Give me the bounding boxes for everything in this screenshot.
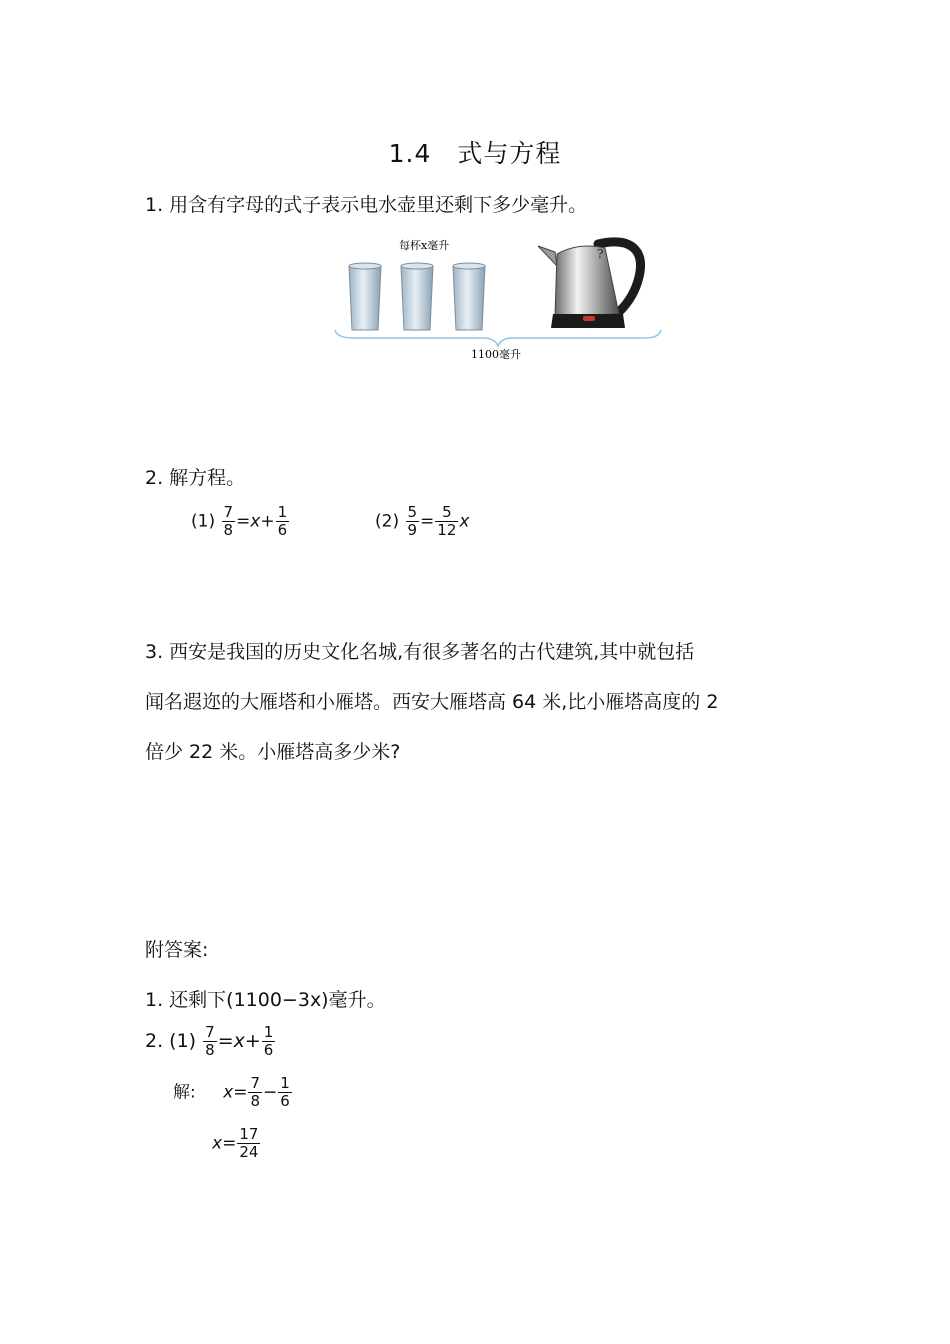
question-mark: ? xyxy=(597,247,604,261)
denominator: 24 xyxy=(239,1143,259,1161)
denominator: 6 xyxy=(277,521,288,539)
numerator: 7 xyxy=(205,1023,215,1041)
plus-sign: + xyxy=(244,1030,261,1052)
water-cup-2 xyxy=(401,263,433,330)
answer-2-label: 2. (1) xyxy=(145,1030,197,1052)
equals-sign: = xyxy=(222,1133,237,1154)
question-3-line-2: 闻名遐迩的大雁塔和小雁塔。西安大雁塔高 64 米,比小雁塔高度的 2 xyxy=(145,691,719,713)
numerator: 1 xyxy=(280,1074,290,1092)
solution-step-1 xyxy=(173,1075,293,1110)
equation-1 xyxy=(191,504,290,539)
electric-kettle xyxy=(538,242,640,328)
fraction xyxy=(278,1075,292,1110)
denominator: 8 xyxy=(205,1041,215,1059)
fraction xyxy=(435,504,458,539)
equals-sign: = xyxy=(217,1030,234,1052)
denominator: 6 xyxy=(280,1092,290,1110)
water-cup-1 xyxy=(349,263,381,330)
fraction xyxy=(222,504,236,539)
numerator: 5 xyxy=(407,503,418,521)
fraction xyxy=(248,1075,262,1110)
numerator: 7 xyxy=(223,503,234,521)
denominator: 12 xyxy=(437,521,457,539)
solution-step-2 xyxy=(212,1126,261,1161)
answers-heading: 附答案: xyxy=(145,939,209,961)
eq2-label: (2) xyxy=(375,511,400,532)
denominator: 8 xyxy=(223,521,234,539)
fraction xyxy=(276,504,290,539)
question-3-line-3: 倍少 22 米。小雁塔高多少米? xyxy=(145,741,401,763)
fraction xyxy=(237,1126,260,1161)
numerator: 17 xyxy=(239,1125,259,1143)
solve-label: 解: xyxy=(173,1082,196,1103)
fraction xyxy=(406,504,420,539)
variable-x: x xyxy=(233,1030,245,1052)
question-3-line-1: 3. 西安是我国的历史文化名城,有很多著名的古代建筑,其中就包括 xyxy=(145,641,695,663)
question-2-text: 2. 解方程。 xyxy=(145,467,246,489)
denominator: 6 xyxy=(263,1041,274,1059)
page-title: 1.4 式与方程 xyxy=(388,139,562,168)
equation-2 xyxy=(375,504,469,539)
plus-sign: + xyxy=(260,511,275,532)
numerator: 5 xyxy=(435,504,458,522)
figure-svg xyxy=(333,232,663,367)
equals-sign: = xyxy=(236,511,251,532)
fraction xyxy=(262,1024,276,1059)
eq1-label: (1) xyxy=(191,511,216,532)
variable-x: x xyxy=(212,1133,223,1154)
variable-x: x xyxy=(223,1082,234,1103)
variable-x: x xyxy=(250,511,261,532)
equals-sign: = xyxy=(420,511,435,532)
numerator: 1 xyxy=(277,503,288,521)
denominator: 9 xyxy=(407,521,418,539)
equals-sign: = xyxy=(233,1082,248,1103)
kettle-cups-figure xyxy=(333,232,663,367)
numerator: 1 xyxy=(263,1023,274,1041)
numerator: 7 xyxy=(250,1074,260,1092)
question-1-text: 1. 用含有字母的式子表示电水壶里还剩下多少毫升。 xyxy=(145,194,588,216)
variable-x: x xyxy=(459,511,470,532)
total-brace xyxy=(335,330,661,346)
water-cup-3 xyxy=(453,263,485,330)
fraction xyxy=(203,1024,217,1059)
minus-sign: − xyxy=(263,1082,278,1103)
cup-label: 每杯x毫升 xyxy=(399,239,450,252)
answer-1: 1. 还剩下(1100−3x)毫升。 xyxy=(145,989,386,1011)
total-label: 1100毫升 xyxy=(471,348,521,361)
answer-2-equation xyxy=(145,1024,276,1059)
denominator: 8 xyxy=(250,1092,260,1110)
